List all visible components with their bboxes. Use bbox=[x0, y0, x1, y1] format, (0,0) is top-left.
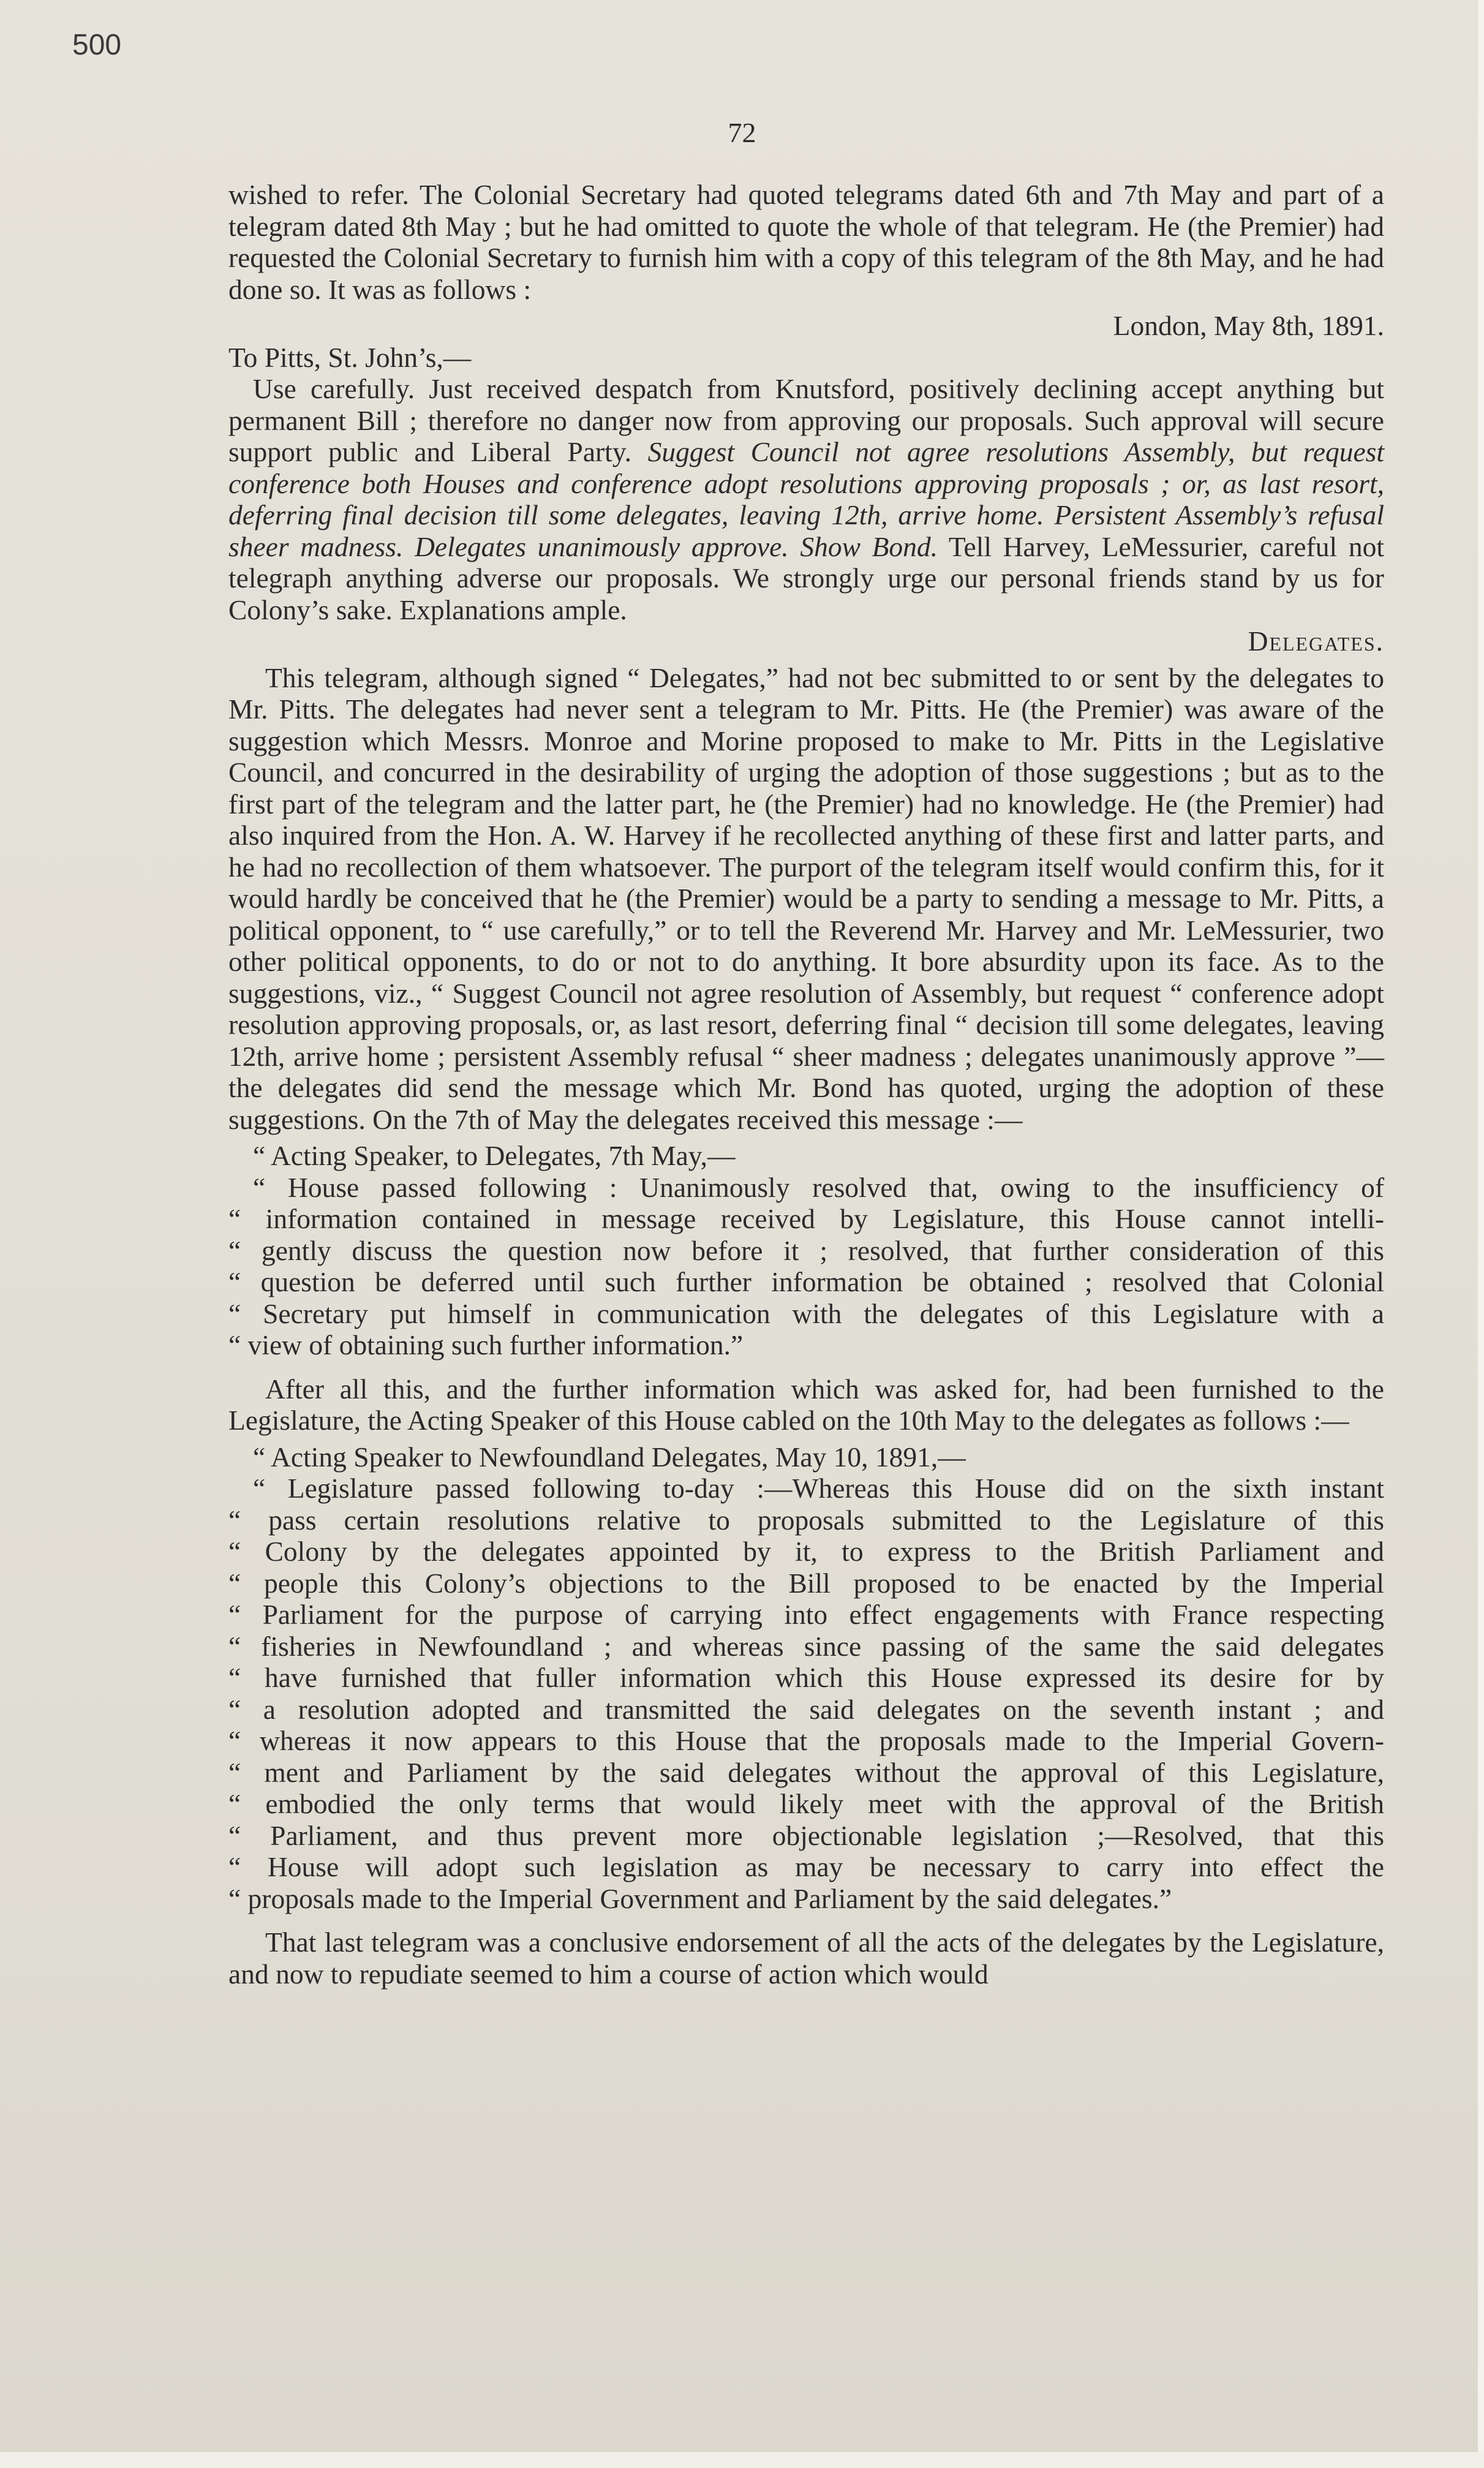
telegram-body bbox=[228, 373, 1384, 625]
quote-2-line: “ ment and Parliament by the said delegates without the approval of this Legislature, bbox=[228, 1756, 1384, 1788]
quote-2-line: “ Parliament for the purpose of carrying into effect engagements with France respecting bbox=[228, 1599, 1384, 1630]
quote-2-line: “ whereas it now appears to this House that the proposals made to the Imperial Govern- bbox=[228, 1725, 1384, 1756]
quote-2-line: “ fisheries in Newfoundland ; and whereas since passing of the same the said delegates bbox=[228, 1630, 1384, 1662]
paragraph-intro: wished to refer. The Colonial Secretary had quoted telegrams dated 6th and 7th May and part of a telegram dated 8th May ; but he had omitted to quote the whole of that telegram. He (the Premier) had requested the Colonial Secretary to furnish him with a copy of this telegram of the 8th May, and he had done so. It was as follows : bbox=[228, 179, 1384, 305]
quote-2-line: “ Colony by the delegates appointed by it, to express to the British Parliament and bbox=[228, 1536, 1384, 1567]
quote-1-line: “ gently discuss the question now before it ; resolved, that further consideration of this bbox=[228, 1234, 1384, 1266]
quote-1-line: “ information contained in message received by Legislature, this House cannot intelli- bbox=[228, 1203, 1384, 1234]
quote-2-line: “ House will adopt such legislation as may be necessary to carry into effect the bbox=[228, 1851, 1384, 1882]
body-text bbox=[228, 179, 1384, 1990]
paragraph-closing: That last telegram was a conclusive endorsement of all the acts of the delegates by the Legislature, and now to repudiate seemed to him a course of action which would bbox=[228, 1926, 1384, 1990]
quote-2-header: “ Acting Speaker to Newfoundland Delegates, May 10, 1891,— bbox=[253, 1441, 966, 1473]
telegram-text-plain-c: Tell Harvey, LeMessurier, careful not telegraph anything adverse our proposals. We strongly urge our personal friends stand by us for Colony’s sake. Explanations ample. bbox=[228, 530, 1384, 625]
quote-2-line: “ a resolution adopted and transmitted the said delegates on the seventh instant ; and bbox=[228, 1693, 1384, 1725]
page-number: 72 bbox=[728, 117, 756, 148]
page-edge-right bbox=[1478, 0, 1484, 2468]
telegram-dateline: London, May 8th, 1891. bbox=[1113, 310, 1384, 341]
quote-1-line: “ view of obtaining such further information.” bbox=[228, 1329, 744, 1360]
telegram-addressee: To Pitts, St. John’s,— bbox=[228, 341, 472, 373]
quote-2-line: “ people this Colony’s objections to the Bill proposed to be enacted by the Imperial bbox=[228, 1567, 1384, 1599]
quote-2-line: “ Legislature passed following to-day :—Whereas this House did on the sixth instant bbox=[253, 1473, 1384, 1504]
quote-2-line: “ pass certain resolutions relative to proposals submitted to the Legislature of this bbox=[228, 1504, 1384, 1536]
page-edge-bottom bbox=[0, 2452, 1484, 2468]
quote-2-line: “ Parliament, and thus prevent more objectionable legislation ;—Resolved, that this bbox=[228, 1819, 1384, 1851]
telegram-text-italic: Suggest Council not agree resolutions Assembly, but request conference both Houses and conference adopt resolutions approving proposals ; or, as last resort, deferring final decision till some delegates, leaving 12th, arrive home. Persistent Assembly’s refusal sheer madness. Delegates unanimously approve. Show Bond. bbox=[228, 436, 1384, 562]
quote-2-line: “ have furnished that fuller information which this House expressed its desire for by bbox=[228, 1662, 1384, 1693]
folio-number: 500 bbox=[72, 29, 122, 61]
quote-1-header: “ Acting Speaker, to Delegates, 7th May,— bbox=[253, 1140, 736, 1171]
quote-1-line: “ question be deferred until such further information be obtained ; resolved that Colonial bbox=[228, 1266, 1384, 1297]
paragraph-telegram-discussion: This telegram, although signed “ Delegates,” had not bec submitted to or sent by the delegates to Mr. Pitts. The delegates had never sent a telegram to Mr. Pitts. He (the Premier) was aware of the suggestion which Messrs. Monroe and Morine proposed to make to Mr. Pitts in the Legislative Council, and concurred in the desirability of urging the adoption of those suggestions ; but as to the first part of the telegram and the latter part, he (the Premier) had no knowledge. He (the Premier) had also inquired from the Hon. A. W. Harvey if he recollected anything of these first and latter parts, and he had no recollection of them whatsoever. The purport of the telegram itself would confirm this, for it would hardly be conceived that he (the Premier) would be a party to sending a message to Mr. Pitts, a political opponent, to “ use carefully,” or to tell the Reverend Mr. Harvey and Mr. LeMessurier, two other political opponents, to do or not to do anything. It bore absurdity upon its face. As to the suggestions, viz., “ Suggest Council not agree resolution of Assembly, but request “ conference adopt resolution approving proposals, or, as last resort, deferring final “ decision till some delegates, leaving 12th, arrive home ; persistent Assembly refusal “ sheer madness ; delegates unanimously approve ”—the delegates did send the message which Mr. Bond has quoted, urging the adoption of these suggestions. On the 7th of May the delegates received this message :— bbox=[228, 662, 1384, 1135]
telegram-text-plain-a: Use carefully. Just received despatch from Knutsford, positively declining accept anything but permanent Bill ; therefore no danger now from approving our proposals. Such approval will secure support public and Liberal Party. bbox=[228, 373, 1384, 467]
paragraph-after-all: After all this, and the further information which was asked for, had been furnished to the Legislature, the Acting Speaker of this House cabled on the 10th May to the delegates as follows :— bbox=[228, 1373, 1384, 1436]
quote-2-line: “ embodied the only terms that would likely meet with the approval of the British bbox=[228, 1788, 1384, 1819]
quote-2-body bbox=[228, 1473, 1384, 1914]
quote-2-line: “ proposals made to the Imperial Government and Parliament by the said delegates.” bbox=[228, 1882, 1172, 1914]
quote-1-line: “ Secretary put himself in communication with the delegates of this Legislature with a bbox=[228, 1297, 1384, 1329]
quote-1-body bbox=[228, 1172, 1384, 1361]
telegram-signature: Delegates. bbox=[1248, 625, 1384, 657]
quote-1-line: “ House passed following : Unanimously resolved that, owing to the insufficiency of bbox=[253, 1171, 1384, 1203]
